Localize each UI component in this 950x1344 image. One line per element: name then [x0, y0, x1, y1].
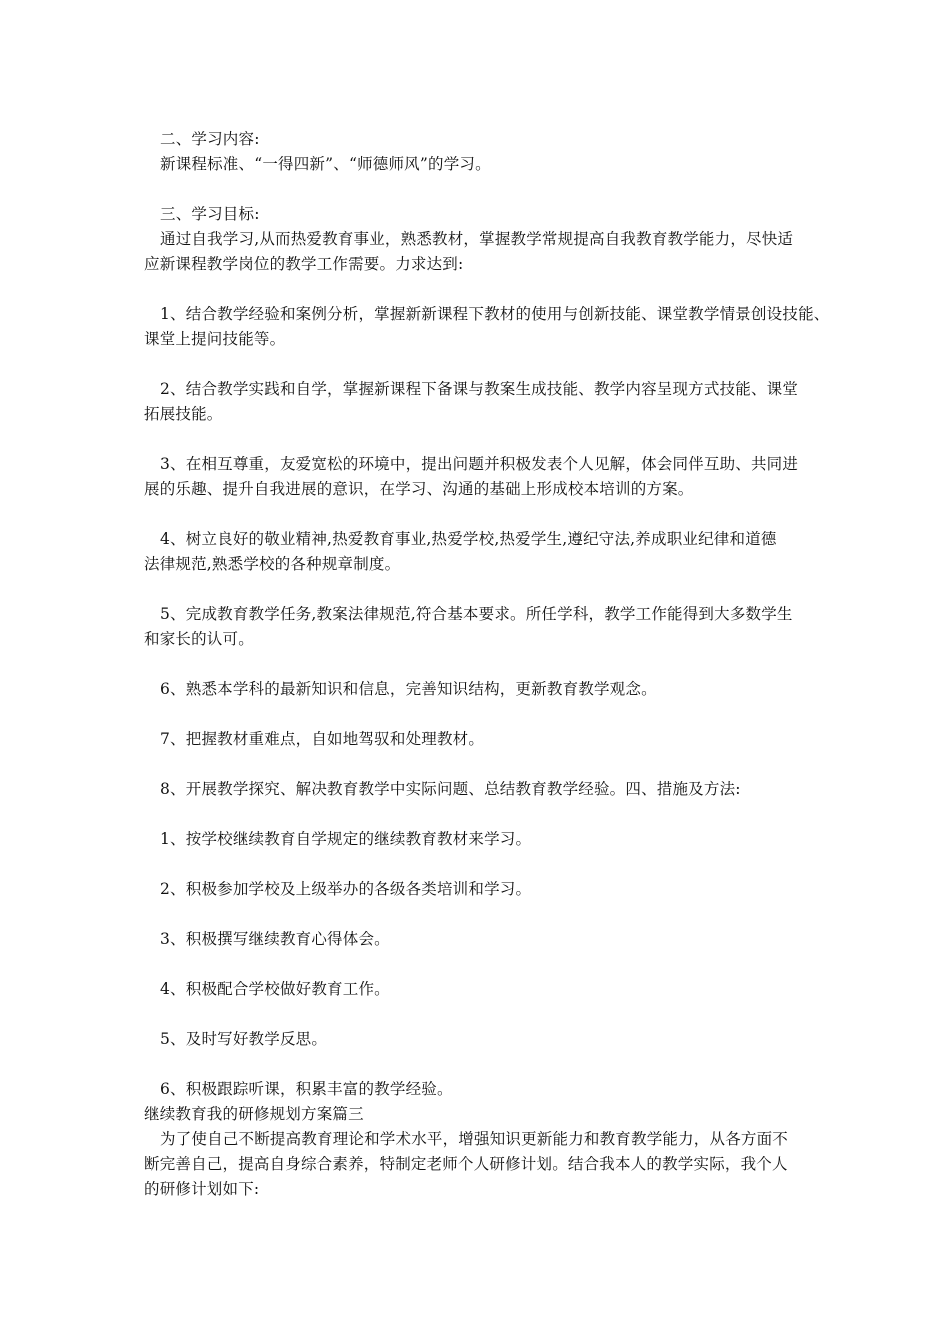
list-item-line: 法律规范,熟悉学校的各种规章制度。: [144, 555, 401, 573]
paragraph-line: 新课程标准、“一得四新”、“师德师风”的学习。: [160, 155, 491, 173]
paragraph-line: 断完善自己，提高自身综合素养，特制定老师个人研修计划。结合我本人的教学实际，我个人: [144, 1155, 788, 1173]
list-item-line: 课堂上提问技能等。: [144, 330, 286, 348]
section-heading-goals: 三、学习目标:: [160, 205, 260, 223]
paragraph-line: 应新课程教学岗位的教学工作需要。力求达到:: [144, 255, 464, 273]
list-item-line: 1、结合教学经验和案例分析，掌握新新课程下教材的使用与创新技能、课堂教学情景创设技能、: [160, 305, 830, 323]
list-item-line: 6、熟悉本学科的最新知识和信息，完善知识结构，更新教育教学观念。: [160, 680, 657, 698]
method-item-line: 5、及时写好教学反思。: [160, 1030, 328, 1048]
paragraph-line: 为了使自己不断提高教育理论和学术水平，增强知识更新能力和教育教学能力，从各方面不: [160, 1130, 789, 1148]
method-item-line: 6、积极跟踪听课，积累丰富的教学经验。: [160, 1080, 453, 1098]
list-item-line: 拓展技能。: [144, 405, 223, 423]
paragraph-line: 通过自我学习,从而热爱教育事业，熟悉教材，掌握教学常规提高自我教育教学能力，尽快适: [160, 230, 794, 248]
paragraph-line: 的研修计划如下:: [144, 1180, 260, 1198]
method-item-line: 3、积极撰写继续教育心得体会。: [160, 930, 390, 948]
section-heading-content: 二、学习内容:: [160, 130, 260, 148]
method-item-line: 4、积极配合学校做好教育工作。: [160, 980, 390, 998]
list-item-line: 8、开展教学探究、解决教育教学中实际问题、总结教育教学经验。四、措施及方法:: [160, 780, 741, 798]
method-item-line: 2、积极参加学校及上级举办的各级各类培训和学习。: [160, 880, 532, 898]
list-item-line: 7、把握教材重难点，自如地驾驭和处理教材。: [160, 730, 485, 748]
method-item-line: 1、按学校继续教育自学规定的继续教育教材来学习。: [160, 830, 532, 848]
list-item-line: 5、完成教育教学任务,教案法律规范,符合基本要求。所任学科，教学工作能得到大多数学生: [160, 605, 793, 623]
article-heading: 继续教育我的研修规划方案篇三: [144, 1105, 364, 1123]
list-item-line: 3、在相互尊重，友爱宽松的环境中，提出问题并积极发表个人见解，体会同伴互助、共同进: [160, 455, 799, 473]
list-item-line: 2、结合教学实践和自学，掌握新课程下备课与教案生成技能、教学内容呈现方式技能、课堂: [160, 380, 799, 398]
list-item-line: 和家长的认可。: [144, 630, 254, 648]
list-item-line: 展的乐趣、提升自我进展的意识，在学习、沟通的基础上形成校本培训的方案。: [144, 480, 694, 498]
list-item-line: 4、树立良好的敬业精神,热爱教育事业,热爱学校,热爱学生,遵纪守法,养成职业纪律和道德: [160, 530, 777, 548]
